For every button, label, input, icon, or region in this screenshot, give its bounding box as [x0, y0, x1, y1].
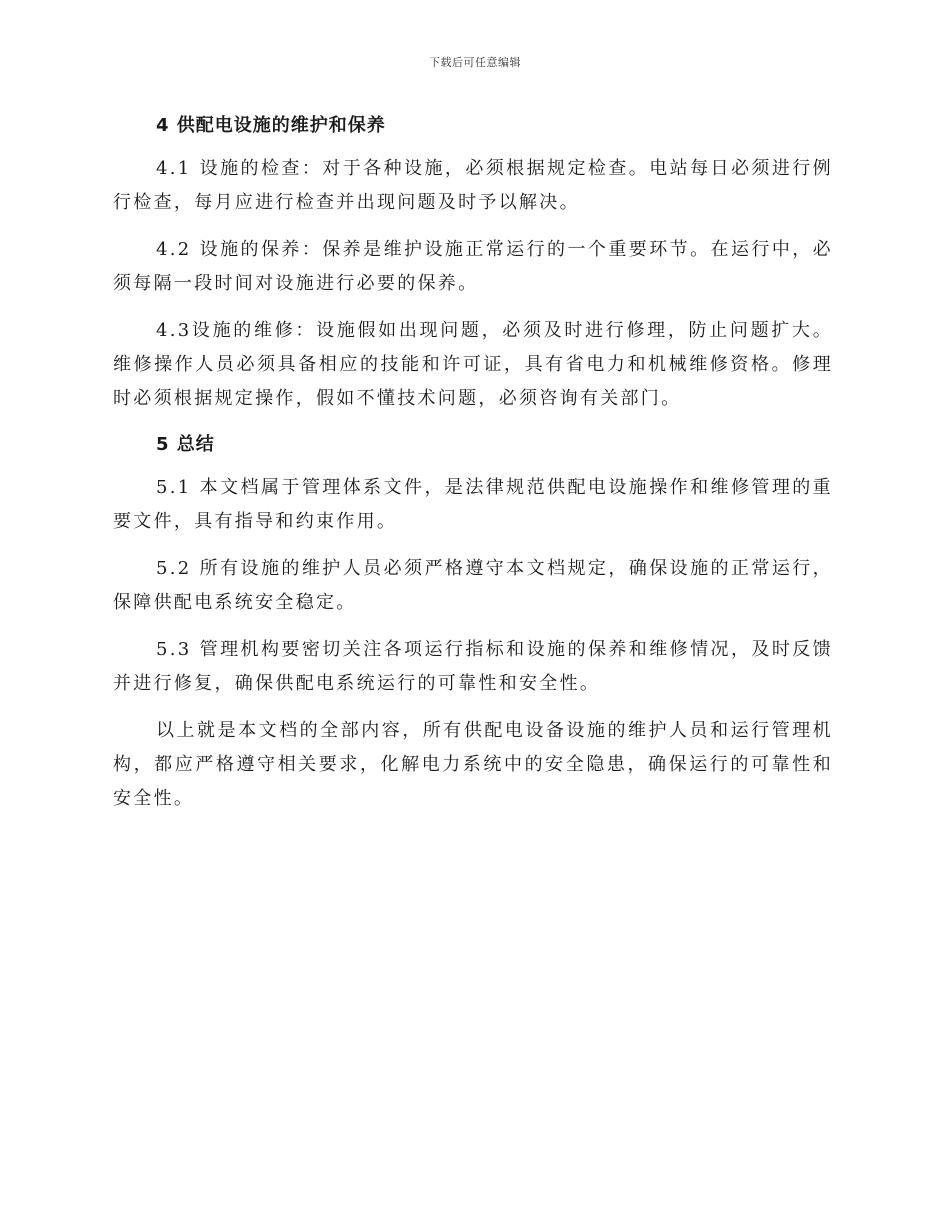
paragraph-4-3: 4.3设施的维修：设施假如出现问题，必须及时进行修理，防止问题扩大。维修操作人员必须具备相应的技能和许可证，具有省电力和机械维修资格。修理时必须根据规定操作，假如不懂技术问题，必须咨询有关部门。	[113, 320, 833, 409]
paragraph-4-2: 4.2 设施的保养：保养是维护设施正常运行的一个重要环节。在运行中，必须每隔一段时间对设施进行必要的保养。	[113, 239, 833, 294]
paragraph-5-3: 5.3 管理机构要密切关注各项运行指标和设施的保养和维修情况，及时反馈并进行修复，确保供配电系统运行的可靠性和安全性。	[113, 639, 833, 694]
paragraph-5-2: 5.2 所有设施的维护人员必须严格遵守本文档规定，确保设施的正常运行，保障供配电系统安全稳定。	[113, 558, 833, 613]
section-maintenance	[113, 110, 833, 416]
page-header-note: 下载后可任意编辑	[429, 56, 521, 69]
section-heading: 4 供配电设施的维护和保养	[156, 115, 386, 136]
paragraph-conclusion: 以上就是本文档的全部内容，所有供配电设备设施的维护人员和运行管理机构，都应严格遵守相关要求，化解电力系统中的安全隐患，确保运行的可靠性和安全性。	[113, 720, 833, 809]
section-summary	[113, 429, 833, 816]
paragraph-5-1: 5.1 本文档属于管理体系文件，是法律规范供配电设施操作和维修管理的重要文件，具有指导和约束作用。	[113, 477, 833, 532]
paragraph-4-1: 4.1 设施的检查：对于各种设施，必须根据规定检查。电站每日必须进行例行检查，每月应进行检查并出现问题及时予以解决。	[113, 158, 833, 213]
document-body	[113, 110, 833, 829]
section-heading: 5 总结	[156, 434, 215, 455]
